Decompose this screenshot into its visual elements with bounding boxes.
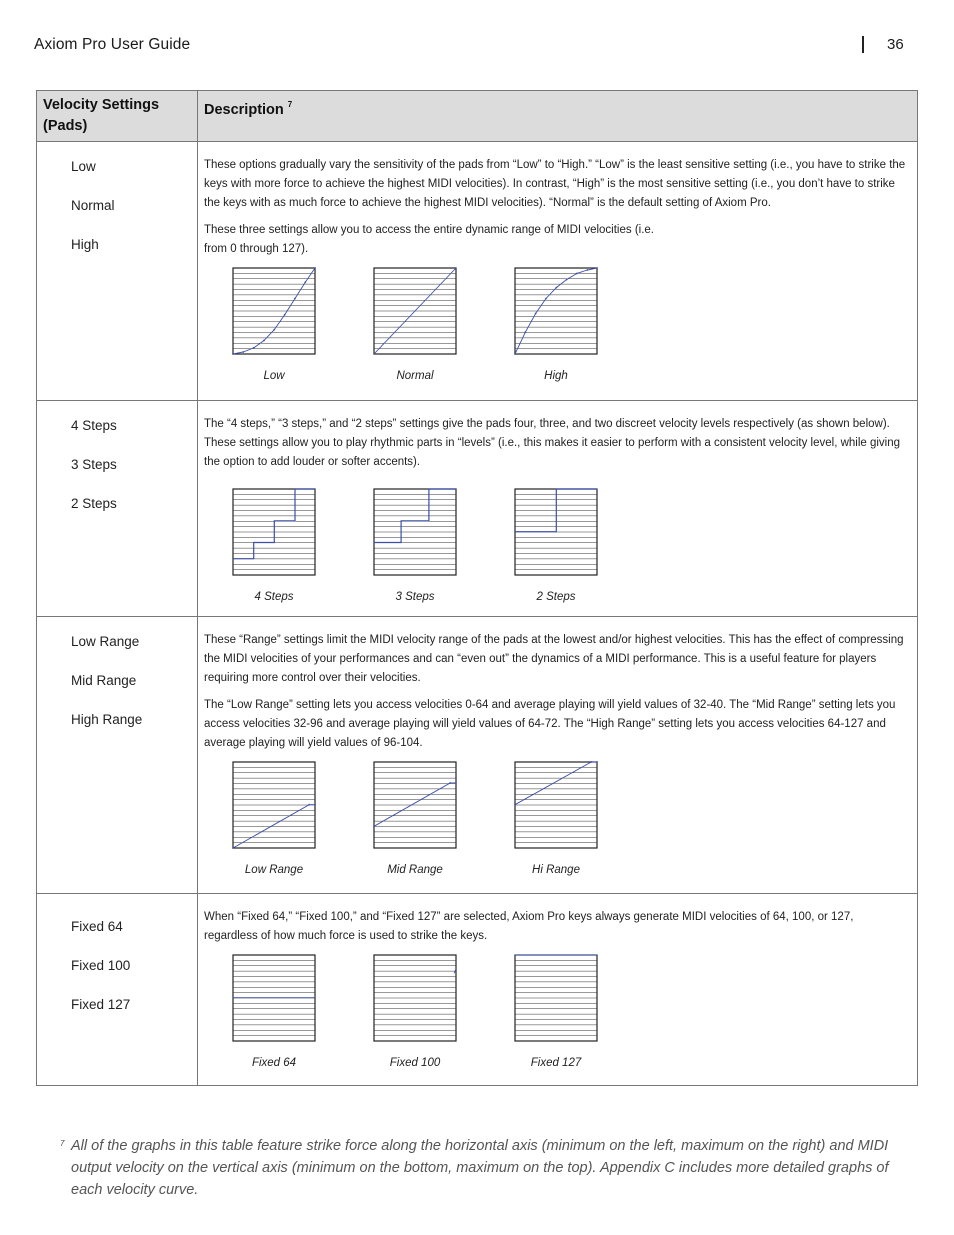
velocity-curve-chart — [232, 954, 316, 1044]
velocity-curve-chart — [514, 488, 598, 578]
velocity-graph — [514, 488, 598, 607]
graph-label: Fixed 64 — [251, 1057, 297, 1069]
curve-point — [308, 804, 310, 806]
option-label: Fixed 64 — [71, 919, 123, 934]
velocity-curve-chart — [232, 488, 316, 578]
graph-label: Normal — [396, 370, 434, 382]
description-cell — [198, 142, 918, 401]
curve-point — [545, 298, 547, 300]
page-number: 36 — [887, 36, 904, 53]
option-label: 2 Steps — [71, 496, 117, 511]
option-label: Normal — [71, 198, 115, 213]
velocity-curve-chart — [373, 488, 457, 578]
curve-point — [373, 825, 375, 827]
option-label: 3 Steps — [71, 457, 117, 472]
curve-point — [253, 347, 255, 349]
option-label: High Range — [71, 712, 143, 727]
option-label: Mid Range — [71, 673, 137, 688]
graph-label: 4 Steps — [254, 591, 294, 603]
curve-point — [455, 782, 457, 784]
curve-point — [232, 353, 234, 355]
option-label: 4 Steps — [71, 418, 117, 433]
footnote — [60, 1135, 920, 1201]
velocity-graph — [232, 761, 316, 880]
description-paragraph: When “Fixed 64,” “Fixed 100,” and “Fixed 127” are selected, Axiom Pro keys always generate MIDI velocities of 64, 100, or 127, regardless of how much force is used to strike the keys. — [204, 911, 854, 942]
table-row-fixed — [37, 894, 918, 1086]
description-header-label: Description — [204, 101, 284, 118]
table-row-curves — [37, 142, 918, 401]
description-cell — [198, 894, 918, 1086]
curve-point — [314, 267, 316, 269]
curve-point — [586, 269, 588, 271]
velocity-graph — [514, 761, 598, 880]
table-row-ranges — [37, 617, 918, 894]
graph-label: Low — [263, 370, 285, 382]
curve-point — [294, 298, 296, 300]
velocity-settings-table — [36, 90, 918, 1086]
graph-group — [204, 954, 911, 1074]
curve-point — [590, 761, 592, 763]
curve-point — [514, 353, 516, 355]
velocity-curve-chart — [373, 267, 457, 357]
velocity-curve-chart — [373, 954, 457, 1044]
footnote-number: 7 — [60, 1139, 65, 1148]
velocity-graph — [514, 267, 598, 386]
curve-point — [273, 329, 275, 331]
velocity-curve-chart — [232, 267, 316, 357]
velocity-graph — [232, 488, 316, 607]
velocity-curve-chart — [514, 267, 598, 357]
graph-label: Hi Range — [532, 864, 580, 876]
velocity-curve-chart — [514, 954, 598, 1044]
table-row-steps — [37, 401, 918, 617]
velocity-graph — [232, 954, 316, 1073]
graph-group — [204, 488, 911, 608]
velocity-graph — [373, 761, 457, 880]
graph-label: Fixed 100 — [389, 1057, 441, 1069]
graph-group — [204, 761, 911, 881]
description-paragraph: The “Low Range” setting lets you access velocities 0-64 and average playing will yield values of 32-40. The “Mid Range” setting lets you access velocities 32-96 and average playing will yield values of 64-72. The “High Range” setting lets you access velocities 64-127 and average playing will yield values of 96-104. — [204, 699, 896, 749]
velocity-curve-chart — [232, 761, 316, 851]
page-header-title: Axiom Pro User Guide — [34, 36, 191, 53]
velocity-graph — [373, 267, 457, 386]
curve-point — [263, 340, 265, 342]
options-cell — [37, 401, 198, 617]
column-header-settings: Velocity Settings (Pads) — [37, 91, 198, 142]
curve-point — [555, 287, 557, 289]
footnote-text: All of the graphs in this table feature strike force along the horizontal axis (minimum on the left, maximum on the right) and MIDI output velocity on the vertical axis (minimum on the bottom, maximum on the top). Appendix C includes more detailed graphs of each velocity curve. — [71, 1138, 889, 1198]
velocity-graph — [232, 267, 316, 386]
option-label: High — [71, 237, 99, 252]
options-cell — [37, 894, 198, 1086]
curve-point — [242, 351, 244, 353]
curve-point — [566, 279, 568, 281]
description-cell — [198, 401, 918, 617]
graph-label: Mid Range — [387, 864, 443, 876]
curve-point — [524, 331, 526, 333]
option-label: Low — [71, 159, 96, 174]
curve-point — [535, 312, 537, 314]
option-label: Fixed 100 — [71, 958, 131, 973]
option-label: Low Range — [71, 634, 140, 649]
description-paragraph: These three settings allow you to access the entire dynamic range of MIDI velocities (i.e. from 0 through 127). — [204, 224, 654, 255]
graph-label: 2 Steps — [536, 591, 576, 603]
description-paragraph: These “Range” settings limit the MIDI velocity range of the pads at the lowest and/or highest velocities. This has the effect of compressing the MIDI velocities of your performances and can “even out” the dynamics of a MIDI performance. This is a useful feature for players requiring more control over their velocities. — [204, 634, 904, 684]
curve-point — [576, 273, 578, 275]
curve-point — [232, 847, 234, 849]
description-paragraph: The “4 steps,” “3 steps,” and “2 steps” settings give the pads four, three, and two discreet velocity levels respectively (as shown below). These settings allow you to play rhythmic parts in “levels” (i.e., this makes it easier to perform with a consistent velocity level, while giving the option to add louder or softer accents). — [204, 418, 901, 468]
footnote-marker: 7 — [287, 100, 293, 109]
curve-point — [596, 267, 598, 269]
curve-point — [596, 761, 598, 763]
graph-group — [204, 267, 911, 387]
graph-label: 3 Steps — [395, 591, 435, 603]
velocity-curve-chart — [373, 761, 457, 851]
graph-label: High — [544, 370, 568, 382]
description-paragraph: These options gradually vary the sensitivity of the pads from “Low” to “High.” “Low” is the least sensitive setting (i.e., you have to strike the keys with more force to achieve the highest MIDI velocities). In contrast, “High” is the most sensitive setting (i.e., you don’t have to strike the keys with as much force to achieve the highest MIDI velocities). “Normal” is the default setting of Axiom Pro. — [204, 159, 906, 209]
velocity-curve-chart — [514, 761, 598, 851]
velocity-graph — [373, 954, 457, 1073]
options-cell — [37, 617, 198, 894]
options-cell — [37, 142, 198, 401]
description-cell — [198, 617, 918, 894]
velocity-graph — [514, 954, 598, 1073]
option-label: Fixed 127 — [71, 997, 131, 1012]
graph-label: Low Range — [244, 864, 304, 876]
curve-point — [514, 804, 516, 806]
curve-point — [314, 804, 316, 806]
curve-point — [284, 314, 286, 316]
curve-point — [304, 281, 306, 283]
curve-point — [449, 782, 451, 784]
header-divider — [862, 36, 864, 53]
velocity-graph — [373, 488, 457, 607]
graph-label: Fixed 127 — [530, 1057, 582, 1069]
column-header-description — [198, 91, 918, 142]
